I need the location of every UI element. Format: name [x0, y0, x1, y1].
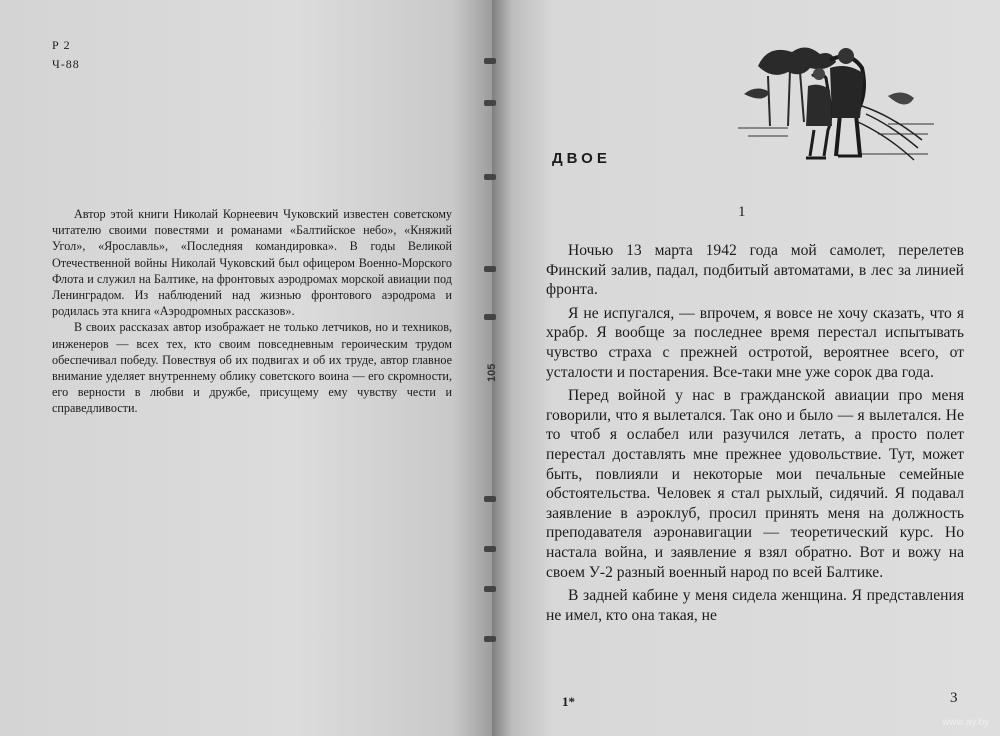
binding-stitch — [484, 586, 496, 592]
body-paragraph: В задней кабине у меня сидела женщина. Я представления не имел, кто она такая, не — [546, 587, 964, 624]
body-paragraph: Я не испугался, — впрочем, я вовсе не хочу сказать, что я храбр. Я вообще за последнее время перестал испытывать чувство страха с прежней остротой, вероятнее всего, от усталости и постарения. Все-таки мне уже сорок два года. — [546, 304, 964, 381]
binding-stitch — [484, 100, 496, 106]
page-number: 3 — [950, 690, 958, 706]
binding-stitch — [484, 266, 496, 272]
library-code-line2: Ч-88 — [52, 57, 80, 71]
binding-stitch — [484, 546, 496, 552]
stitch-label: 105 — [486, 363, 498, 382]
library-code-line1: Р 2 — [52, 38, 71, 52]
binding-stitch — [484, 636, 496, 642]
binding-stitch — [484, 174, 496, 180]
book-annotation — [52, 206, 452, 417]
signature-mark: 1* — [562, 694, 575, 709]
left-page — [0, 0, 492, 736]
annotation-paragraph: В своих рассказах автор изображает не только летчиков, но и техников, инженеров — всех тех, кто своим повседневным героическим трудом обеспечивал победу. Повествуя об их подвигах и об их труде, автор главное внимание уделяет внутреннему облику советского воина — его скромности, его верности в любви и дружбе, присущему ему чувству чести и справедливости. — [52, 320, 452, 416]
annotation-paragraph: Автор этой книги Николай Корнеевич Чуковский известен советскому читателю своими повестями и романами «Балтийское небо», «Княжий Угол», «Ярославль», «Последняя командировка». В годы Великой Отечественной войны Николай Чуковский был офицером Военно-Морского Флота и служил на Балтике, на фронтовых аэродромах морской авиации под Ленинградом. Из наблюдений над жизнью фронтового аэродрома и родилась эта книга «Аэродромных рассказов». — [52, 207, 452, 319]
two-figures-walking-sketch-icon — [738, 36, 934, 166]
binding-stitch — [484, 314, 496, 320]
chapter-body-text — [546, 241, 964, 625]
right-page — [492, 0, 1000, 736]
chapter-number: 1 — [738, 204, 746, 220]
binding-stitch — [484, 496, 496, 502]
body-paragraph: Перед войной у нас в гражданской авиации про меня говорили, что я вылетался. Так оно и было — я вылетался. Не то чтоб я ослабел или разучился летать, а просто полет перестал доставлять мне прежнее удовольствие. Тут, может быть, повлияли и некоторые мои печальные семейные обстоятельства. Человек я стал рыхлый, сидячий. Я подавал заявление в аэроклуб, просил принять меня на должность преподавателя аэронавигации — теоретический курс. Но настала война, и заявление я взял обратно. Вот и вожу на своем У-2 разный военный народ по всей Балтике. — [546, 387, 964, 581]
watermark: www.ay.by — [942, 717, 990, 728]
chapter-title: ДВОЕ — [552, 150, 611, 167]
body-paragraph: Ночью 13 марта 1942 года мой самолет, перелетев Финский залив, падал, подбитый автоматами, в лес за линией фронта. — [546, 242, 964, 299]
binding-stitch — [484, 58, 496, 64]
